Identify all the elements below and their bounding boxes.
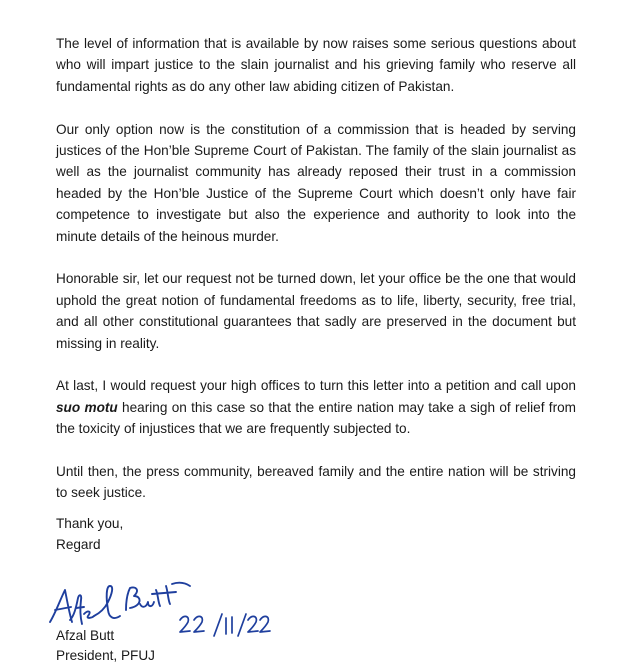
closing-regard: Regard: [56, 537, 101, 552]
suo-motu-emphasis: suo motu: [56, 399, 118, 415]
paragraph-2-text: Our only option now is the constitution of a commission that is headed by serving justices of the Hon’ble Supreme Court of Pakistan. The family of the slain journalist as well as the journalist community has already reposed their trust in a commission headed by the Hon’ble Justice of the Supreme Court which doesn’t only have fair competence to investigate but also the experience and authority to look into the minute details of the heinous murder.: [56, 121, 576, 244]
paragraph-2: [56, 119, 576, 247]
paragraph-5: [56, 461, 576, 504]
letter-body: [56, 33, 576, 525]
paragraph-4: [56, 375, 576, 439]
date-drawing: [176, 606, 276, 646]
paragraph-3: [56, 268, 576, 354]
paragraph-3-text: Honorable sir, let our request not be turned down, let your office be the one that would uphold the great notion of fundamental freedoms as to life, liberty, security, free trial, and all other constitutional guarantees that sadly are preserved in the document but missing in reality.: [56, 271, 576, 351]
paragraph-4-text-end: hearing on this case so that the entire nation may take a sigh of relief from the toxicity of injustices that we are frequently subjected to.: [56, 399, 576, 437]
signatory-title: President, PFUJ: [56, 648, 155, 663]
paragraph-1-text: The level of information that is available by now raises some serious questions about who will impart justice to the slain journalist and his grieving family who reserve all fundamental rights as do any other law abiding citizen of Pakistan.: [56, 36, 576, 94]
paragraph-1: [56, 33, 576, 97]
signatory-name: Afzal Butt: [56, 628, 115, 643]
closing: [56, 513, 123, 555]
paragraph-5-text: Until then, the press community, bereaved family and the entire nation will be striving to seek justice.: [56, 464, 576, 501]
signatory: [56, 626, 155, 666]
paragraph-4-text-start: At last, I would request your high offices to turn this letter into a petition and call upon: [56, 378, 576, 394]
handwritten-date: [176, 606, 276, 646]
closing-thanks: Thank you,: [56, 516, 124, 531]
